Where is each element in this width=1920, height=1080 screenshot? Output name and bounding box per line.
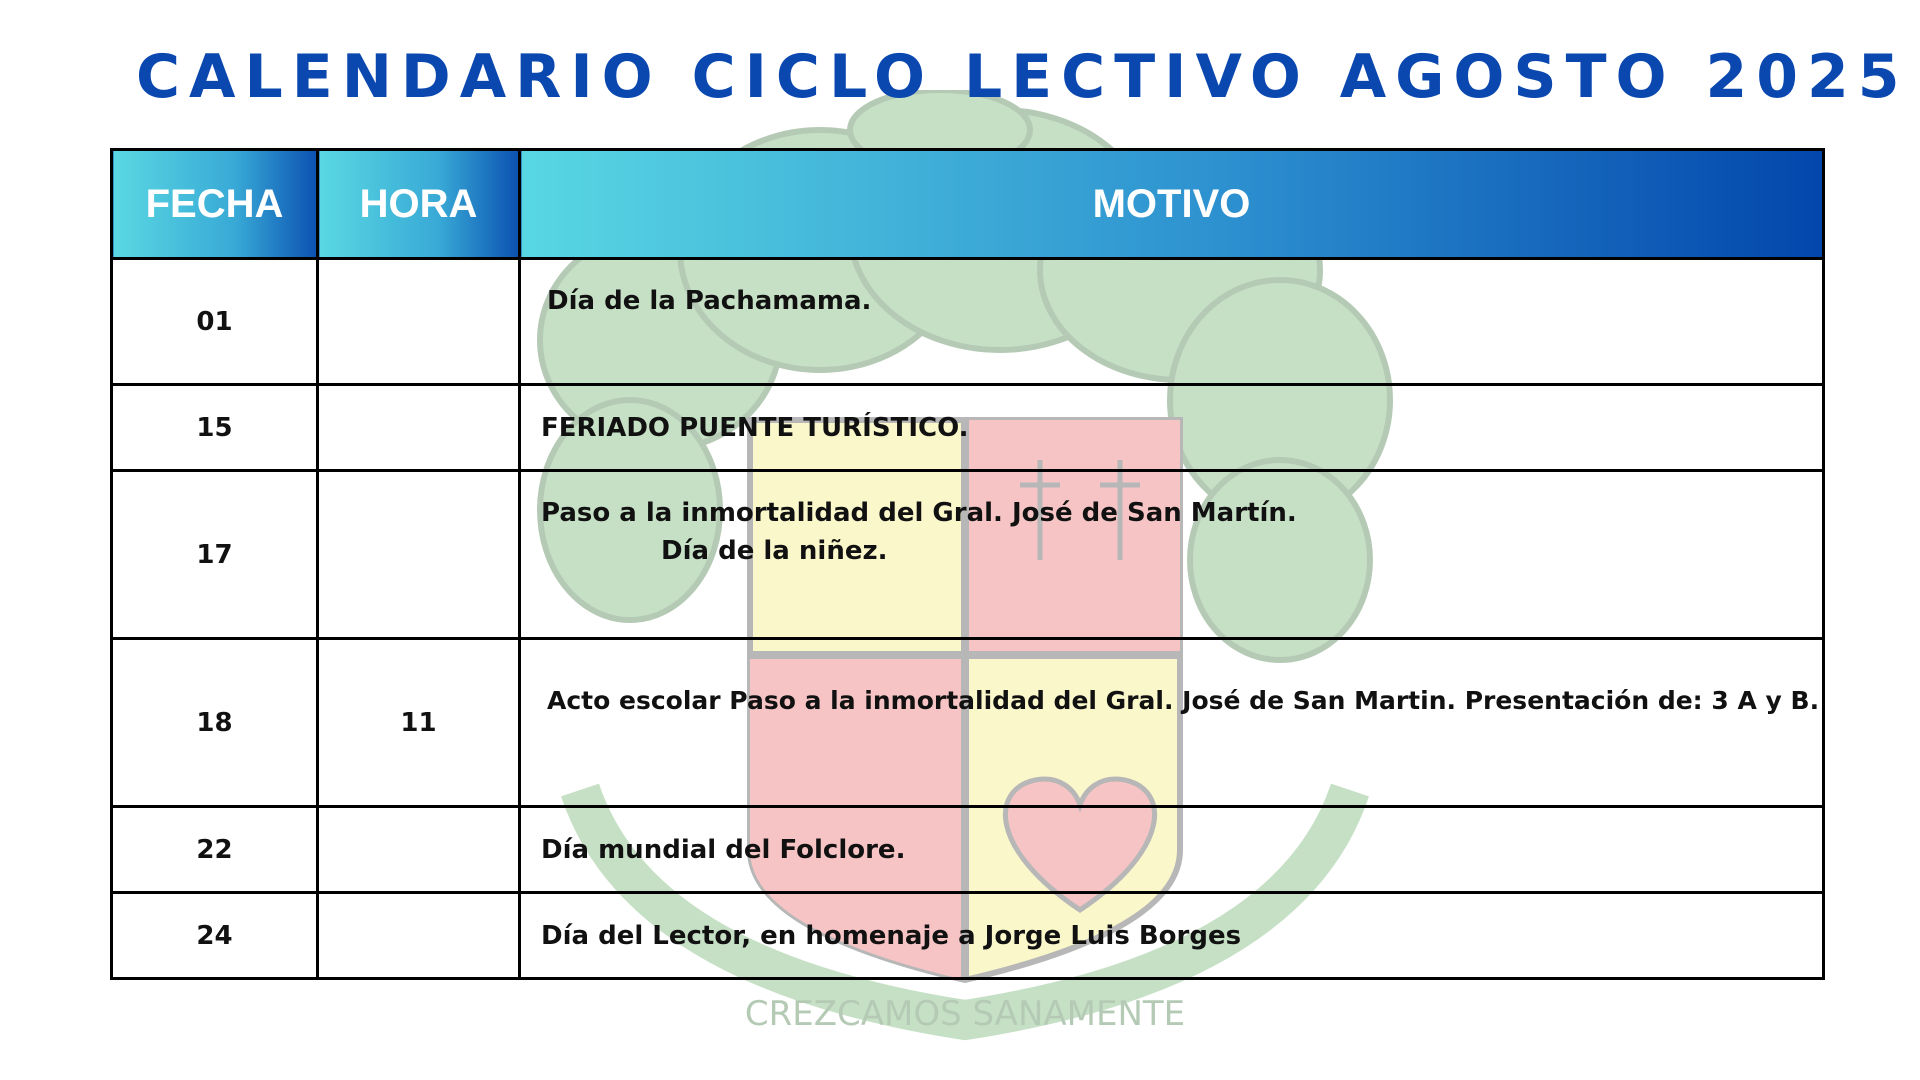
cell-fecha: 15 <box>112 385 318 471</box>
motivo-line: FERIADO PUENTE TURÍSTICO. <box>541 412 969 443</box>
cell-fecha: 01 <box>112 259 318 385</box>
motivo-line: Día mundial del Folclore. <box>541 834 906 865</box>
cell-motivo <box>520 893 1824 979</box>
cell-hora: 11 <box>318 639 520 807</box>
header-row <box>112 150 1824 259</box>
table-row <box>112 471 1824 639</box>
motivo-line: Día del Lector, en homenaje a Jorge Luis Borges <box>541 920 1242 951</box>
cell-motivo <box>520 807 1824 893</box>
cell-fecha: 17 <box>112 471 318 639</box>
cell-fecha: 18 <box>112 639 318 807</box>
motivo-line: Paso a la inmortalidad del Gral. José de San Martín. <box>541 498 1297 528</box>
motivo-line: Día de la niñez. <box>661 536 888 566</box>
header-motivo: MOTIVO <box>520 150 1824 259</box>
cell-hora <box>318 385 520 471</box>
cell-motivo <box>520 385 1824 471</box>
cell-hora <box>318 893 520 979</box>
cell-fecha: 22 <box>112 807 318 893</box>
table-row <box>112 807 1824 893</box>
table-row <box>112 893 1824 979</box>
crest-motto: CREZCAMOS SANAMENTE <box>744 994 1186 1034</box>
table-row <box>112 259 1824 385</box>
cell-fecha: 24 <box>112 893 318 979</box>
cell-motivo <box>520 639 1824 807</box>
cell-hora <box>318 259 520 385</box>
table-row <box>112 385 1824 471</box>
cell-motivo <box>520 259 1824 385</box>
cell-motivo <box>520 471 1824 639</box>
page-title: CALENDARIO CICLO LECTIVO AGOSTO 2025 <box>136 42 1909 112</box>
calendar-table <box>110 148 1825 980</box>
header-hora: HORA <box>318 150 520 259</box>
motivo-line: Acto escolar Paso a la inmortalidad del Gral. José de San Martin. Presentación de: 3 A y B. <box>547 686 1820 715</box>
header-fecha: FECHA <box>112 150 318 259</box>
table-row <box>112 639 1824 807</box>
motivo-line: Día de la Pachamama. <box>547 286 872 316</box>
cell-hora <box>318 471 520 639</box>
cell-hora <box>318 807 520 893</box>
